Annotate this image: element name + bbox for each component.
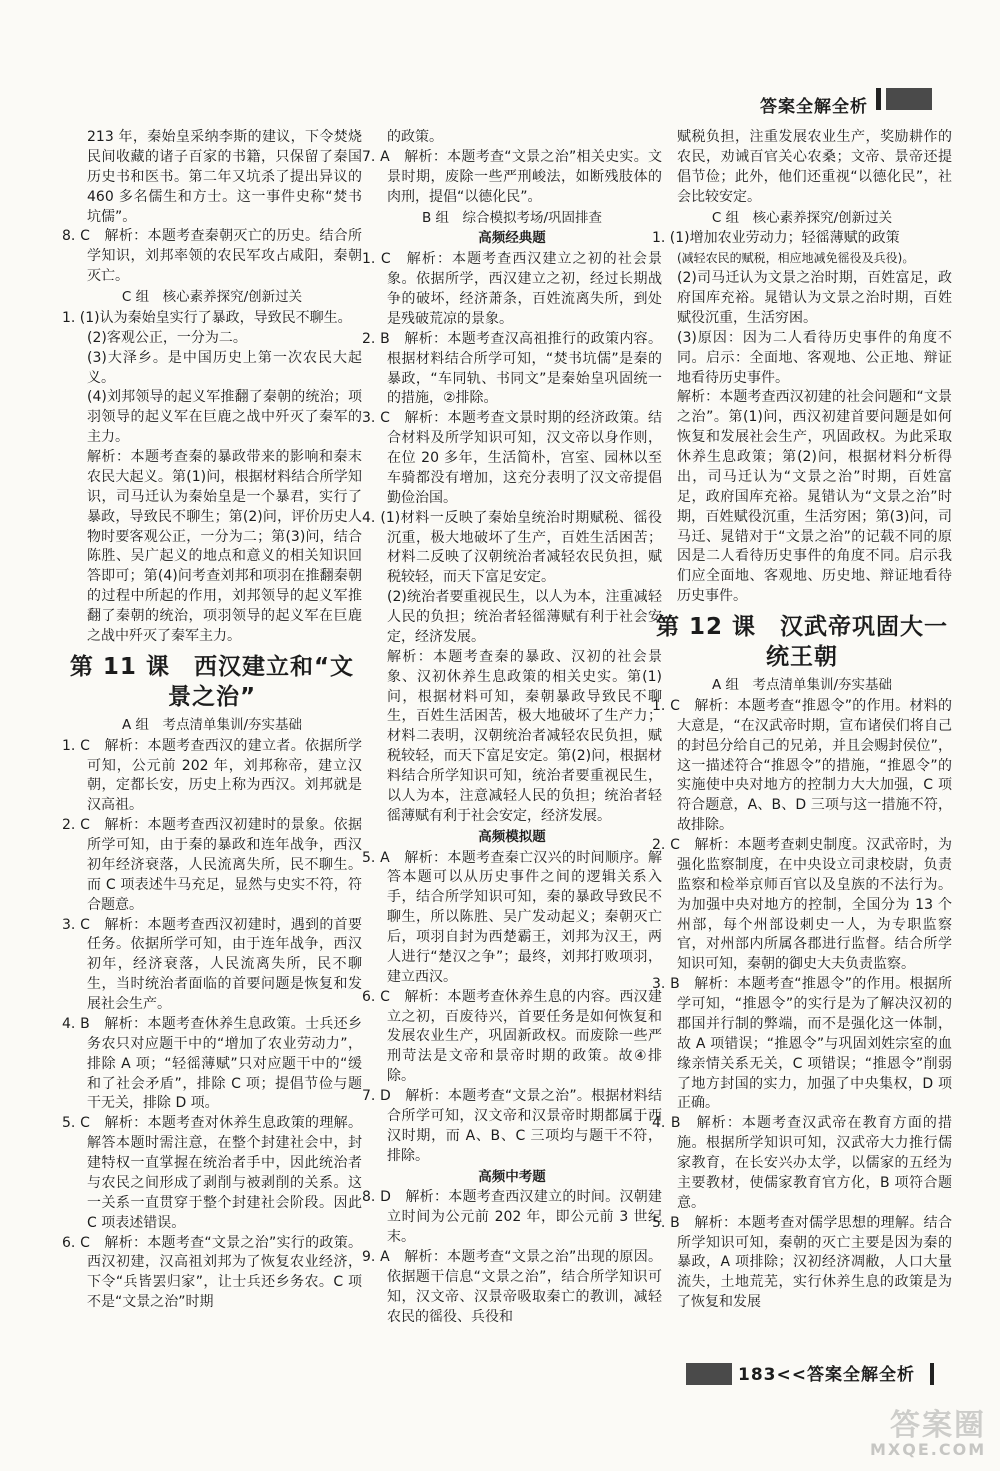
column-left (62, 128, 362, 1313)
answer-b4-analysis: 解析：本题考查秦的暴政、汉初的社会景象、汉初休养生息政策的相关史实。第(1)问，根据材料可知，秦朝暴政导致民不聊生，百姓生活困苦，极大地破坏了生产力；材料二表明，汉朝统治者减轻农民负担，赋税较轻，而天下富足安定。第(2)问，根据材料结合所学知识可知，统治者要重视民生，以人为本，注意减轻人民的负担；统治者轻徭薄赋有利于社会安定，经济发展。 (387, 648, 662, 824)
lesson-12-title: 第 12 课 汉武帝巩固大一统王朝 (655, 614, 949, 670)
answer-b6: 6. C 解析：本题考查休养生息的内容。西汉建立之初，百废待兴，首要任务是如何恢复和发展农业生产，巩固新政权。而废除一些严刑苛法是文帝和景帝时期的政策。故④排除。 (362, 988, 662, 1085)
section-heading-c: C 组 核心素养探究/创新过关 (121, 289, 303, 305)
answer-continuation: 213 年，秦始皇采纳李斯的建议，下令焚烧民间收藏的诸子百家的书籍，只保留了秦国历史书和医书。第二年又坑杀了提出异议的 460 多名儒生和方士。这一事件史称“焚书坑儒”。 (87, 129, 362, 225)
answer-a3: 3. C 解析：本题考查西汉初建时，遇到的首要任务。依据所学可知，由于连年战争，西汉初年，经济衰落，人民流离失所，民不聊生，当时统治者面临的首要问题是恢复和发展社会生产。 (62, 916, 362, 1012)
answer-c1-part2: (2)客观公正，一分为二。 (87, 329, 247, 346)
answer-c1-part2: (2)司马迁认为文景之治时期，百姓富足，政府国库充裕。晁错认为文景之治时期，百姓赋役沉重，生活穷困。 (677, 270, 952, 326)
footer-title: 答案全解全析 (807, 1365, 915, 1385)
watermark-url: MXQE.COM (870, 1440, 987, 1459)
footer-divider (930, 1363, 934, 1385)
answer-c1-part1: 1. (1)认为秦始皇实行了暴政，导致民不聊生。 (62, 309, 352, 326)
answer-b4-part2: (2)统治者要重视民生，以人为本，注重减轻人民的负担；统治者轻徭薄赋有利于社会安定，经济发展。 (387, 589, 662, 645)
answer-b2: 2. B 解析：本题考查汉高祖推行的政策内容。根据材料结合所学可知，“焚书坑儒”是秦的暴政，“车同轨、书同文”是秦始皇巩固统一的措施，②排除。 (362, 330, 662, 407)
answer-a2: 2. C 解析：本题考查西汉初建时的景象。依据所学可知，由于秦的暴政和连年战争，西汉初年经济衰落，人民流离失所，民不聊生。而 C 项表述牛马充足，显然与史实不符，符合题意。 (62, 817, 362, 913)
answer-c1-analysis: 解析：本题考查西汉初建的社会问题和“文景之治”。第(1)问，西汉初建首要问题是如何恢复和发展社会生产，巩固政权。为此采取休养生息政策；第(2)问，根据材料分析得出，司马迁认为“文景之治”时期，百姓富足，政府国库充裕。晁错认为“文景之治”时期，百姓赋役沉重，生活穷困；第(3)问，司马迁、晁错对于“文景之治”的记载不同的原因是二人看待历史事件的角度不同。启示我们应全面地、客观地、历史地、辩证地看待历史事件。 (677, 389, 952, 605)
header-title: 答案全解全析 (760, 97, 868, 117)
section-heading-a: A 组 考点清单集训/夯实基础 (121, 716, 303, 733)
footer-decoration (686, 1363, 732, 1385)
answer-b7: 7. D 解析：本题考查“文景之治”。根据材料结合所学可知，汉文帝和汉景帝时期都属于西汉时期，而 A、B、C 三项均与题干不符，排除。 (362, 1088, 662, 1164)
answer-a3: 3. B 解析：本题考查“推恩令”的作用。根据所学可知，“推恩令”的实行是为了解决汉初的郡国并行制的弊端，而不是强化这一体制，故 A 项错误；“推恩令”与巩固刘姓宗室的血缘亲情关系无关，C 项错误；“推恩令”削弱了地方封国的实力，加强了中央集权，D 项正确。 (652, 976, 952, 1112)
answer-continuation: 的政策。 (387, 129, 443, 145)
answer-b5: 5. A 解析：本题考查秦亡汉兴的时间顺序。解答本题可以从历史事件之间的逻辑关系入手，结合所学知识可知，秦的暴政导致民不聊生，所以陈胜、吴广发动起义；秦朝灭亡后，项羽自封为西楚霸王，刘邦为汉王，两人进行“楚汉之争”；最终，刘邦打败项羽，建立西汉。 (362, 849, 662, 985)
answer-a6: 6. C 解析：本题考查“文景之治”实行的政策。西汉初建，汉高祖刘邦为了恢复农业经济，下令“兵皆罢归家”，让士兵还乡务农。C 项不是“文景之治”时期 (62, 1234, 362, 1311)
answer-b8: 8. D 解析：本题考查西汉建立的时间。汉朝建立时间为公元前 202 年，即公元前 3 世纪末。 (362, 1189, 662, 1246)
answer-a5: 5. C 解析：本题考查对休养生息政策的理解。解答本题时需注意，在整个封建社会中，封建特权一直掌握在统治者手中，因此统治者与农民之间形成了剥削与被剥削的关系。这一关系一直贯穿于整个封建社会阶段。因此 C 项表述错误。 (62, 1115, 362, 1231)
answer-a4: 4. B 解析：本题考查休养生息政策。士兵还乡务农只对应题干中的“增加了农业劳动力”，排除 A 项；“轻徭薄赋”只对应题干中的“缓和了社会矛盾”，排除 C 项；提倡节俭与题干无关，排除 D 项。 (62, 1015, 362, 1112)
answer-c1-note: (减轻农民的赋税，相应地减免徭役及兵役)。 (677, 251, 915, 266)
answer-c1-part1: 1. (1)增加农业劳动力；轻徭薄赋的政策 (652, 230, 900, 247)
column-middle (362, 128, 662, 1328)
answer-b3: 3. C 解析：本题考查文景时期的经济政策。结合材料及所学知识可知，汉文帝以身作则，在位 20 多年，生活简朴，宫室、园林以至车骑都没有增加，这充分表明了汉文帝提倡勤俭治国。 (362, 410, 662, 506)
column-right (652, 128, 952, 1313)
answer-a1: 1. C 解析：本题考查西汉的建立者。依据所学可知，公元前 202 年，刘邦称帝，建立汉朝，定都长安，历史上称为西汉。刘邦就是汉高祖。 (62, 737, 362, 814)
header-divider (876, 88, 881, 110)
answer-b9: 9. A 解析：本题考查“文景之治”出现的原因。依据题干信息“文景之治”，结合所学知识可知，汉文帝、汉景帝吸取秦亡的教训，减轻农民的徭役、兵役和 (362, 1249, 662, 1325)
answer-b1: 1. C 解析：本题考查西汉建立之初的社会景象。依据所学，西汉建立之初，经过长期战争的破坏，经济萧条，百姓流离失所，到处是残破荒凉的景象。 (362, 251, 662, 327)
section-heading-c: C 组 核心素养探究/创新过关 (711, 209, 893, 226)
footer (738, 1360, 915, 1385)
subsection-classic: 高频经典题 (478, 230, 546, 247)
answer-b4-part1: 4. (1)材料一反映了秦始皇统治时期赋税、徭役沉重，极大地破坏了生产，百姓生活困苦；材料二反映了汉朝统治者减轻农民负担，赋税较轻，而天下富足安定。 (362, 509, 662, 586)
page-number: 183 (738, 1365, 777, 1385)
answer-a4: 4. B 解析：本题考查汉武帝在教育方面的措施。根据所学知识可知，汉武帝大力推行儒家教育，在长安兴办太学，以儒家的五经为主要教材，使儒家教育官方化，B 项符合题意。 (652, 1115, 952, 1211)
subsection-exam: 高频中考题 (478, 1168, 546, 1185)
answer-a5: 5. B 解析：本题考查对儒学思想的理解。结合所学知识可知，秦朝的灭亡主要是因为秦的暴政，A 项排除；汉初经济凋敝，人口大量流失，土地荒芜，实行休养生息的政策是为了恢复和发展 (652, 1214, 952, 1311)
answer-c1-part3: (3)原因：因为二人看待历史事件的角度不同。启示：全面地、客观地、公正地、辩证地看待历史事件。 (677, 329, 952, 386)
answer-continuation: 赋税负担，注重发展农业生产，奖励耕作的农民，劝诫百官关心农桑；文帝、景帝还提倡节俭；此外，他们还重视“以德化民”，社会比较安定。 (677, 129, 952, 205)
section-heading-b: B 组 综合模拟考场/巩固排查 (421, 209, 603, 226)
answer-a1: 1. C 解析：本题考查“推恩令”的作用。材料的大意是，“在汉武帝时期，宣布诸侯们将自己的封邑分给自己的兄弟，并且会赐封侯位”，这一描述符合“推恩令”的措施，“推恩令”的实施使中央对地方的控制力大大加强，C 项符合题意，A、B、D 三项与这一措施不符，故排除。 (652, 697, 952, 834)
answer-a2: 2. C 解析：本题考查刺史制度。汉武帝时，为强化监察制度，在中央设立司隶校尉，负责监察和检举京师百官以及皇族的不法行为。为加强中央对地方的控制，全国分为 13 个州部，每个州部设刺史一人，为专职监察官，对州部内所属各郡进行监督。结合所学知识可知，秦朝的御史大夫负责监察。 (652, 837, 952, 973)
answer-a7: 7. A 解析：本题考查“文景之治”相关史实。文景时期，废除一些严刑峻法，如断残肢体的肉刑，提倡“以德化民”。 (362, 148, 662, 205)
chevron-left-icon: << (776, 1365, 807, 1385)
subsection-mock: 高频模拟题 (478, 828, 546, 845)
header-decoration (886, 88, 932, 110)
answer-c1-part3: (3)大泽乡。是中国历史上第一次农民大起义。 (87, 349, 362, 386)
lesson-11-title: 第 11 课 西汉建立和“文景之治” (69, 653, 355, 710)
answer-8: 8. C 解析：本题考查秦朝灭亡的历史。结合所学知识，刘邦率领的农民军攻占咸阳，秦朝灭亡。 (62, 228, 362, 285)
answer-c1-part4: (4)刘邦领导的起义军推翻了秦朝的统治；项羽领导的起义军在巨鹿之战中歼灭了秦军的主力。 (87, 389, 362, 446)
section-heading-a: A 组 考点清单集训/夯实基础 (711, 677, 893, 693)
watermark-logo: 答案圈 (890, 1408, 986, 1443)
answer-c1-analysis: 解析：本题考查秦的暴政带来的影响和秦末农民大起义。第(1)问，根据材料结合所学知识，司马迁认为秦始皇是一个暴君，实行了暴政，导致民不聊生；第(2)问，评价历史人物时要客观公正，一分为二；第(3)问，结合陈胜、吴广起义的地点和意义的相关知识回答即可；第(4)问考查刘邦和项羽在推翻秦朝的过程中所起的作用，刘邦领导的起义军推翻了秦朝的统治，项羽领导的起义军在巨鹿之战中歼灭了秦军主力。 (87, 449, 362, 644)
